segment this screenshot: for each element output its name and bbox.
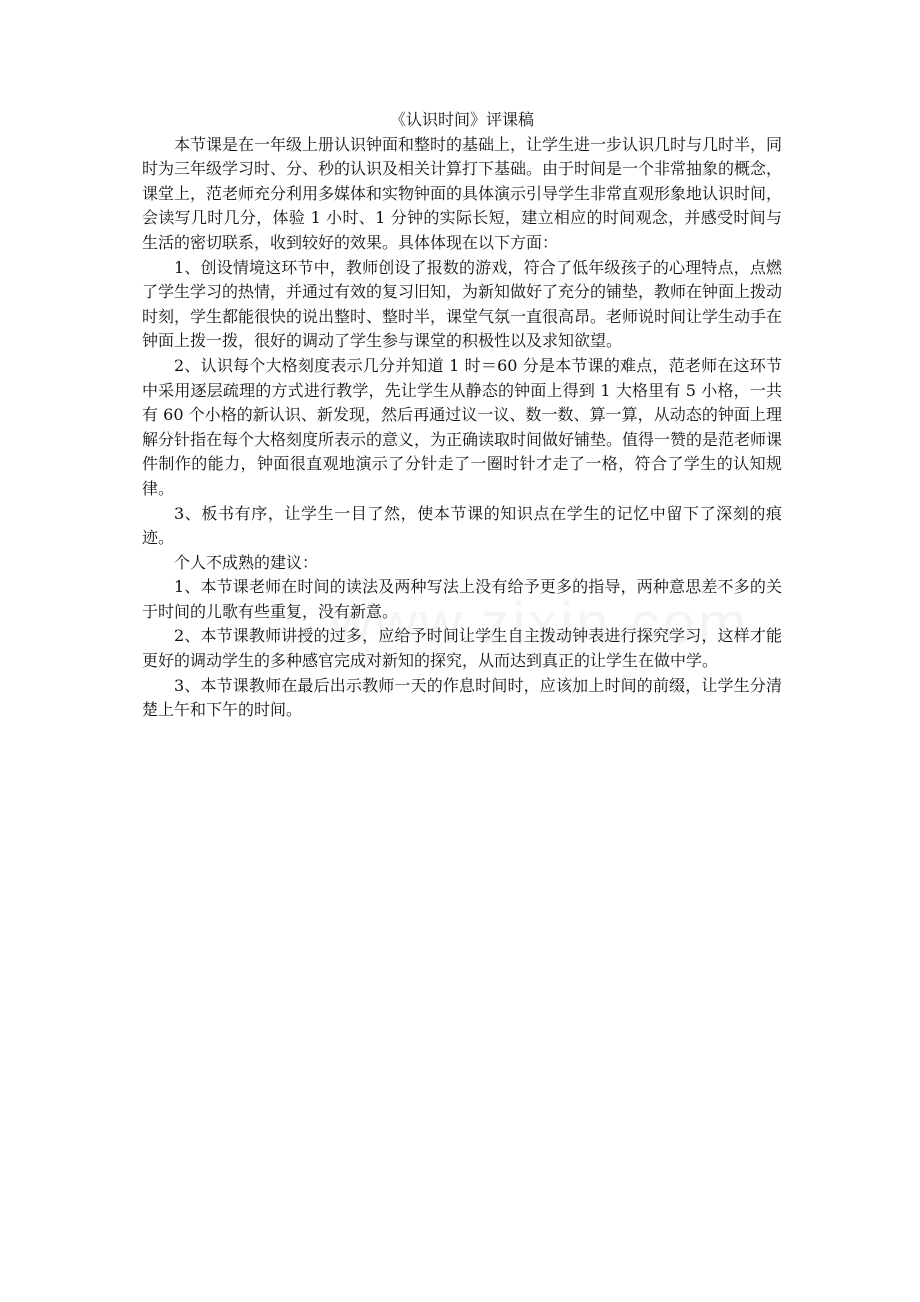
suggestions-heading: 个人不成熟的建议： — [174, 552, 319, 572]
point-2-paragraph: 2、认识每个大格刻度表示几分并知道 1 时＝60 分是本节课的难点，范老师在这环节中采用逐层疏理的方式进行教学，先让学生从静态的钟面上得到 1 大格里有 5 小格，一共有 60 个小格的新认识、新发现，然后再通过议一议、数一数、算一算，从动态的钟面上理解分针指在每个大格刻度所表示的意义，为正确读取时间做好铺垫。值得一赞的是范老师课件制作的能力，钟面很直观地演示了分针走了一圈时针才走了一格，符合了学生的认知规律。 — [142, 355, 783, 498]
suggestion-1-paragraph: 1、本节课老师在时间的读法及两种写法上没有给予更多的指导，两种意思差不多的关于时间的儿歌有些重复，没有新意。 — [142, 577, 782, 621]
point-1-paragraph: 1、创设情境这环节中，教师创设了报数的游戏，符合了低年级孩子的心理特点，点燃了学生学习的热情，并通过有效的复习旧知，为新知做好了充分的铺垫，教师在钟面上拨动时刻，学生都能很快的说出整时、整时半，课堂气氛一直很高昂。老师说时间让学生动手在钟面上拨一拨，很好的调动了学生参与课堂的积极性以及求知欲望。 — [142, 257, 783, 351]
suggestion-2-paragraph: 2、本节课教师讲授的过多，应给予时间让学生自主拨动钟表进行探究学习，这样才能更好的调动学生的多种感官完成对新知的探究，从而达到真正的让学生在做中学。 — [142, 626, 782, 671]
document-content — [142, 108, 782, 723]
point-3-paragraph: 3、板书有序，让学生一目了然，使本节课的知识点在学生的记忆中留下了深刻的痕迹。 — [142, 503, 782, 548]
document-title: 《认识时间》评课稿 — [389, 110, 534, 129]
suggestion-3-paragraph: 3、本节课教师在最后出示教师一天的作息时间时，应该加上时间的前缀，让学生分清楚上午和下午的时间。 — [142, 675, 782, 720]
intro-paragraph: 本节课是在一年级上册认识钟面和整时的基础上，让学生进一步认识几时与几时半，同时为三年级学习时、分、秒的认识及相关计算打下基础。由于时间是一个非常抽象的概念，课堂上，范老师充分利用多媒体和实物钟面的具体演示引导学生非常直观形象地认识时间，会读写几时几分，体验 1 小时、1 分钟的实际长短，建立相应的时间观念，并感受时间与生活的密切联系，收到较好的效果。具体体现在以下方面： — [142, 134, 783, 252]
